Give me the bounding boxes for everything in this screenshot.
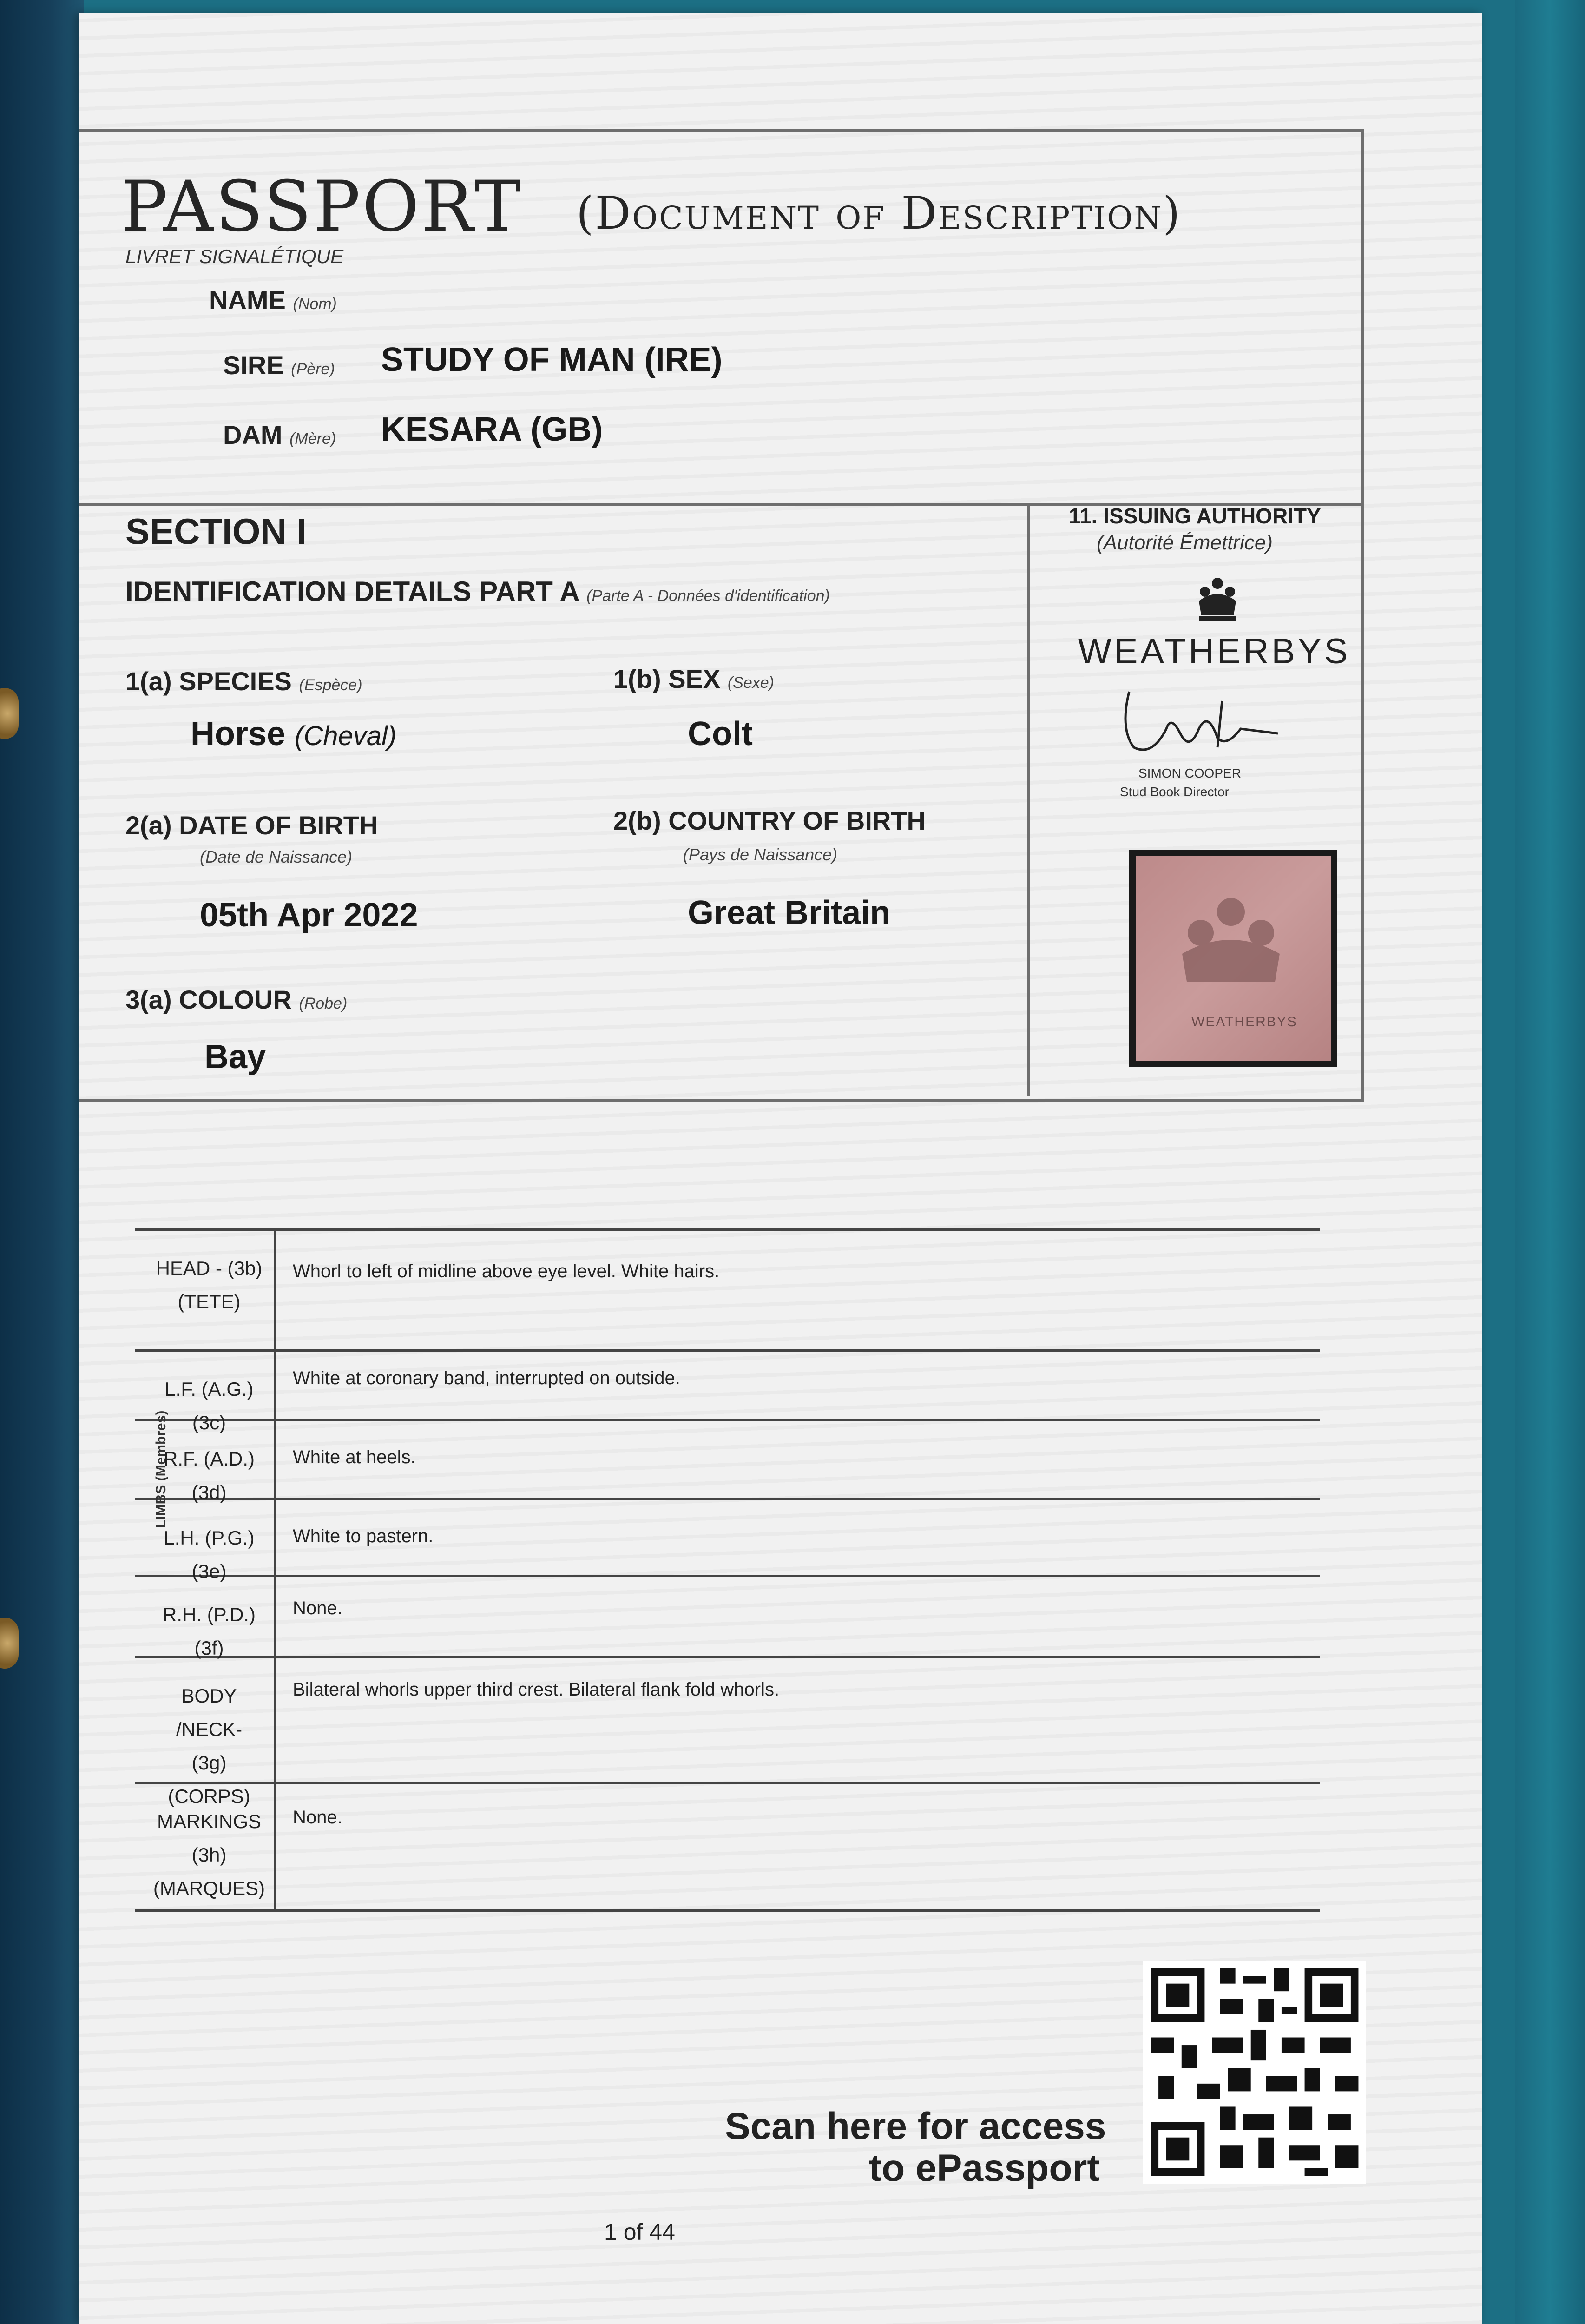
sire-value: STUDY OF MAN (IRE) [381, 341, 723, 378]
issuing-authority-label-fr: (Autorité Émettrice) [1097, 531, 1273, 554]
part-heading: IDENTIFICATION DETAILS PART A (Parte A - Données d'identification) [125, 576, 830, 607]
issuing-divider [1027, 503, 1030, 1096]
country-value: Great Britain [688, 894, 891, 931]
marking-row-label: L.H. (P.G.) (3e) [164, 1527, 255, 1582]
signature-icon [1101, 673, 1315, 766]
marking-row-label: R.F. (A.D.) (3d) [164, 1448, 255, 1503]
colour-value: Bay [204, 1038, 266, 1076]
marking-row-label: L.F. (A.G.) (3c) [164, 1378, 254, 1433]
stamp-text: WEATHERBYS [1191, 1014, 1297, 1030]
signer-name: SIMON COOPER [1138, 766, 1241, 780]
dob-label-fr: (Date de Naissance) [200, 847, 353, 866]
page-subtitle: (Document of Description) [576, 187, 1182, 239]
species-label: 1(a) SPECIES (Espèce) [125, 667, 362, 696]
marking-row-description: Whorl to left of midline above eye level. White hairs. [293, 1261, 720, 1281]
marking-row-description: None. [293, 1807, 342, 1828]
scan-prompt-line1: Scan here for access [725, 2105, 1106, 2147]
dam-label: DAM (Mère) [223, 420, 336, 449]
name-label: NAME (Nom) [209, 285, 337, 315]
dob-label: 2(a) DATE OF BIRTH [125, 811, 378, 840]
marking-row-description: White at heels. [293, 1447, 416, 1467]
page-number: 1 of 44 [604, 2219, 675, 2245]
marking-row-description: White to pastern. [293, 1526, 434, 1546]
scan-prompt-line2: to ePassport [869, 2147, 1100, 2189]
binder-cover-left [0, 0, 84, 2324]
marking-row-description: Bilateral whorls upper third crest. Bilateral flank fold whorls. [293, 1679, 780, 1700]
page-subtitle-fr: LIVRET SIGNALÉTIQUE [125, 245, 344, 267]
dob-value: 05th Apr 2022 [200, 897, 418, 934]
marking-row-description: White at coronary band, interrupted on outside. [293, 1368, 680, 1388]
signer-role: Stud Book Director [1120, 785, 1229, 799]
sex-label: 1(b) SEX (Sexe) [613, 664, 774, 693]
issuing-authority-label: 11. ISSUING AUTHORITY [1069, 504, 1321, 528]
marking-row-label: MARKINGS (3h) (MARQUES) [153, 1810, 265, 1899]
weatherbys-logo: WEATHERBYS [1078, 632, 1351, 671]
sex-value: Colt [688, 715, 753, 753]
official-stamp [1129, 850, 1337, 1067]
qr-code-icon[interactable] [1143, 1961, 1366, 2184]
country-label: 2(b) COUNTRY OF BIRTH [613, 806, 926, 835]
marking-row-label: BODY /NECK- (3g) (CORPS) [168, 1685, 250, 1807]
country-label-fr: (Pays de Naissance) [683, 845, 838, 864]
dam-value: KESARA (GB) [381, 411, 603, 448]
species-value: Horse (Cheval) [191, 715, 397, 753]
section-title: SECTION I [125, 511, 307, 552]
passport-page [79, 13, 1482, 2324]
limbs-label: LIMBS (Membres) [153, 1410, 169, 1528]
stamp-crown-icon [1168, 889, 1294, 996]
sire-label: SIRE (Père) [223, 350, 335, 380]
binder-ring [0, 688, 19, 739]
page-title: PASSPORT [121, 166, 523, 247]
colour-label: 3(a) COLOUR (Robe) [125, 985, 348, 1014]
binder-ring [0, 1618, 19, 1669]
marking-row-description: None. [293, 1598, 342, 1618]
crown-crest-icon [1192, 573, 1243, 624]
marking-row-label: R.H. (P.D.) (3f) [163, 1604, 256, 1659]
marking-row-label: HEAD - (3b) (TETE) [156, 1257, 263, 1313]
binder-cover-right [1515, 0, 1585, 2324]
